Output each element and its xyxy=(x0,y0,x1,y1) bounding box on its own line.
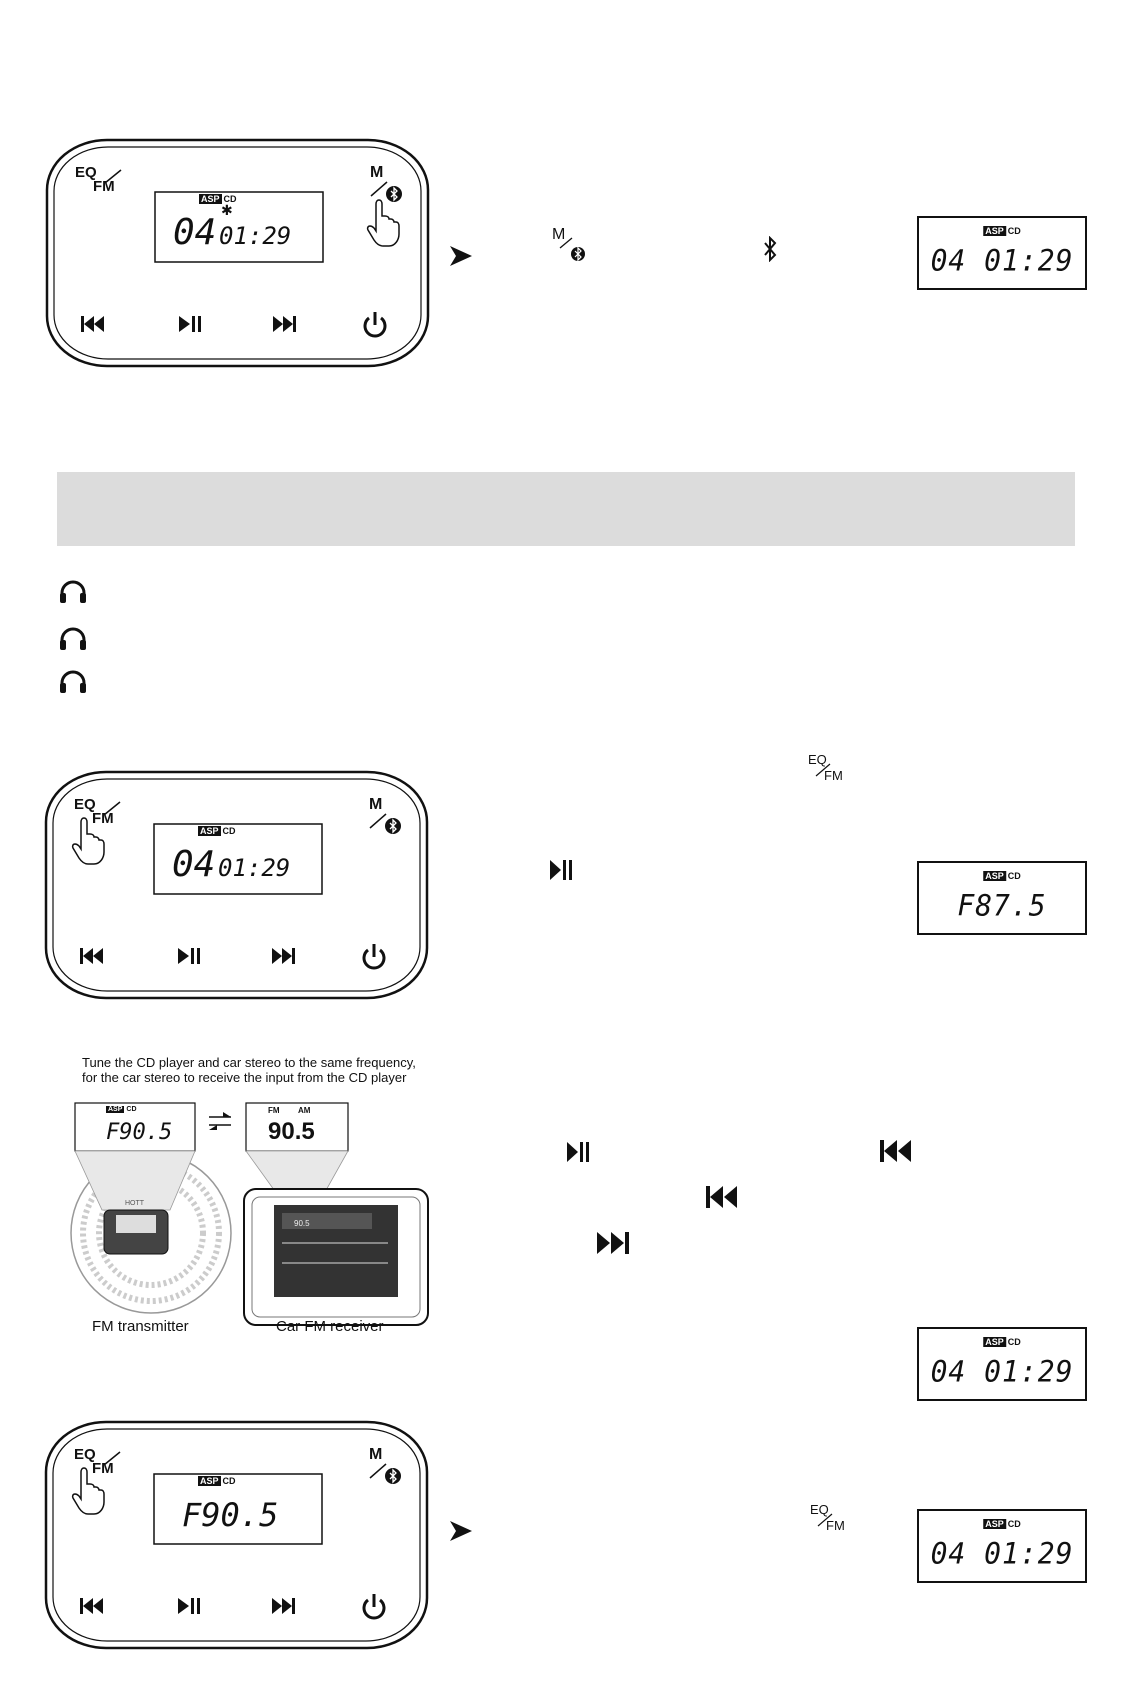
power-icon xyxy=(364,1594,384,1618)
transmitter-brand: HOTT xyxy=(125,1200,145,1207)
lcd-panel-text: F87.5 xyxy=(957,888,1047,923)
next-icon xyxy=(272,1598,295,1614)
fm-transmitter-label: FM transmitter xyxy=(92,1318,189,1335)
lcd-panel-text: 04 01:29 xyxy=(930,243,1074,278)
eq-label: EQ xyxy=(74,796,96,813)
previous-icon xyxy=(706,1186,740,1208)
lcd-panel-3: ASP CD 04 01:29 xyxy=(917,1327,1087,1401)
play-pause-icon xyxy=(567,1142,591,1162)
radio-band-fm: FM xyxy=(268,1106,280,1115)
headphones-icon xyxy=(58,580,88,604)
bluetooth-icon xyxy=(386,186,402,202)
eq-fm-icon: EQ FM xyxy=(810,1502,845,1533)
power-icon xyxy=(364,944,384,968)
transmitter-frequency: F90.5 xyxy=(106,1120,173,1145)
lcd-track: 04 xyxy=(173,212,217,253)
section-header-band xyxy=(57,472,1075,546)
next-icon xyxy=(273,316,296,332)
fm-label: FM xyxy=(93,178,115,195)
hand-pointer-icon xyxy=(368,200,399,246)
swap-arrows-icon xyxy=(209,1112,231,1130)
eq-label: EQ xyxy=(74,1446,96,1463)
fm-label: FM xyxy=(92,1460,114,1477)
play-pause-icon xyxy=(178,1598,200,1614)
lcd-frequency: F90.5 xyxy=(182,1496,279,1534)
eq-fm-icon: EQ FM xyxy=(808,752,843,783)
previous-icon xyxy=(80,948,103,964)
device-illustration-1 xyxy=(45,138,430,368)
arrow-bullet-icon xyxy=(450,246,474,266)
previous-icon xyxy=(80,1598,103,1614)
bluetooth-icon xyxy=(762,236,778,262)
lcd-panel-1: ASP CD 04 01:29 xyxy=(917,216,1087,290)
bluetooth-icon: ✱ xyxy=(221,202,233,218)
arrow-bullet-icon xyxy=(450,1521,474,1541)
m-label: M xyxy=(369,1446,383,1463)
next-icon xyxy=(272,948,295,964)
lcd-time: 01:29 xyxy=(219,222,292,250)
radio-band-am: AM xyxy=(298,1106,311,1115)
bluetooth-icon xyxy=(385,1468,401,1484)
lcd-mode-indicator: ASP CD xyxy=(200,826,236,836)
eq-label: EQ xyxy=(75,164,97,181)
fm-caption: Tune the CD player and car stereo to the same frequency, for the car stereo to receive the input from the CD player xyxy=(82,1055,416,1085)
play-pause-icon xyxy=(178,948,200,964)
m-bluetooth-icon: M xyxy=(552,226,592,266)
headphones-icon xyxy=(58,627,88,651)
device-illustration-2 xyxy=(44,770,429,1000)
previous-icon xyxy=(81,316,104,332)
device-illustration-3 xyxy=(44,1420,429,1650)
lcd-time: 01:29 xyxy=(218,854,291,882)
next-icon xyxy=(597,1232,631,1254)
lcd-panel-4: ASP CD 04 01:29 xyxy=(917,1509,1087,1583)
lcd-panel-text: 04 01:29 xyxy=(930,1536,1074,1571)
previous-icon xyxy=(880,1140,914,1162)
m-label: M xyxy=(369,796,383,813)
lcd-mode-indicator: ASP CD xyxy=(201,194,237,204)
car-fm-receiver-label: Car FM receiver xyxy=(276,1318,384,1335)
lcd-mode-indicator: ASP CD xyxy=(200,1476,236,1486)
radio-frequency: 90.5 xyxy=(268,1118,315,1145)
fm-label: FM xyxy=(92,810,114,827)
lcd-track: 04 xyxy=(172,844,216,885)
play-pause-icon xyxy=(179,316,201,332)
lcd-panel-2: ASP CD F87.5 xyxy=(917,861,1087,935)
headphones-icon xyxy=(58,670,88,694)
power-icon xyxy=(365,312,385,336)
bluetooth-icon xyxy=(385,818,401,834)
m-label: M xyxy=(370,164,384,181)
lcd-panel-text: 04 01:29 xyxy=(930,1354,1074,1389)
screen-frequency: 90.5 xyxy=(294,1219,310,1228)
play-pause-icon xyxy=(550,860,574,880)
fm-lcd-mode: ASP CD xyxy=(108,1106,137,1113)
